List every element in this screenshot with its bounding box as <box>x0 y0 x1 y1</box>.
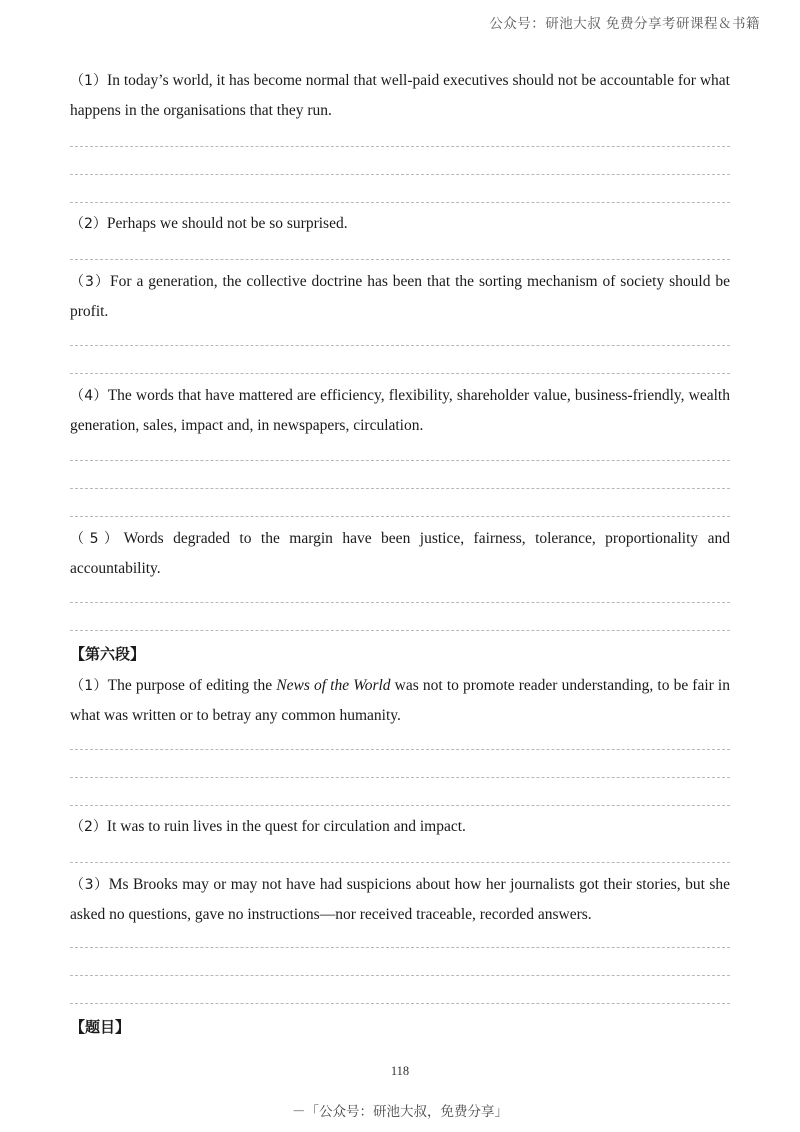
page-number: 118 <box>390 1064 410 1078</box>
sentence-text-before: The purpose of editing the <box>107 677 277 694</box>
answer-line <box>70 630 730 631</box>
sentence-text: Ms Brooks may or may not have had suspicions about how her journalists got their stories, but she asked no questions, gave no instructions—nor received traceable, recorded answers. <box>70 876 730 923</box>
answer-line <box>70 975 730 976</box>
sentence-number: （2） <box>70 819 107 835</box>
sentence-text: Perhaps we should not be so surprised. <box>106 215 348 232</box>
answer-line <box>70 749 730 750</box>
sentence-number: （1） <box>70 73 108 89</box>
sentence-number: （3） <box>70 877 109 893</box>
answer-line <box>70 947 730 948</box>
answer-line <box>70 862 730 863</box>
sentence-text: Words degraded to the margin have been justice, fairness, tolerance, proportionality and accountability. <box>70 530 730 577</box>
section-title-questions: 【题目】 <box>70 1018 131 1036</box>
sentence-5-3 <box>70 267 730 327</box>
answer-line <box>70 146 730 147</box>
answer-line <box>70 777 730 778</box>
sentence-number: （1） <box>70 678 108 694</box>
sentence-6-3 <box>70 870 730 930</box>
sentence-text-after: was not to promote reader understanding, to be fair in what was written or to betray any common humanity. <box>70 677 730 724</box>
sentence-text: For a generation, the collective doctrine has been that the sorting mechanism of society should be profit. <box>70 273 730 320</box>
sentence-text: It was to ruin lives in the quest for circulation and impact. <box>106 818 466 835</box>
answer-line <box>70 460 730 461</box>
answer-line <box>70 259 730 260</box>
answer-line <box>70 345 730 346</box>
answer-line <box>70 805 730 806</box>
answer-line <box>70 1003 730 1004</box>
sentence-6-1 <box>70 671 730 731</box>
answer-line <box>70 373 730 374</box>
answer-line <box>70 202 730 203</box>
sentence-text: In today’s world, it has become normal that well-paid executives should not be accountable for what happens in the organisations that they run. <box>70 72 730 119</box>
sentence-number: （2） <box>70 216 107 232</box>
sentence-number: （3） <box>70 274 111 290</box>
newspaper-title: News of the World <box>276 677 391 694</box>
header-watermark: 公众号：研池大叔 免费分享考研课程＆书籍 <box>489 16 760 32</box>
sentence-5-2 <box>70 209 730 239</box>
sentence-5-5 <box>70 524 730 584</box>
answer-line <box>70 488 730 489</box>
section-title-6: 【第六段】 <box>70 645 146 663</box>
answer-line <box>70 516 730 517</box>
answer-line <box>70 602 730 603</box>
sentence-number: （5） <box>70 531 124 547</box>
answer-line <box>70 174 730 175</box>
footer-watermark: －「公众号：研池大叔，免费分享」 <box>292 1104 508 1120</box>
sentence-5-4 <box>70 381 730 441</box>
sentence-text: The words that have mattered are efficiency, flexibility, shareholder value, business-friendly, wealth generation, sales, impact and, in newspapers, circulation. <box>70 387 730 434</box>
sentence-number: （4） <box>70 388 108 404</box>
sentence-6-2 <box>70 812 730 842</box>
sentence-5-1 <box>70 66 730 126</box>
